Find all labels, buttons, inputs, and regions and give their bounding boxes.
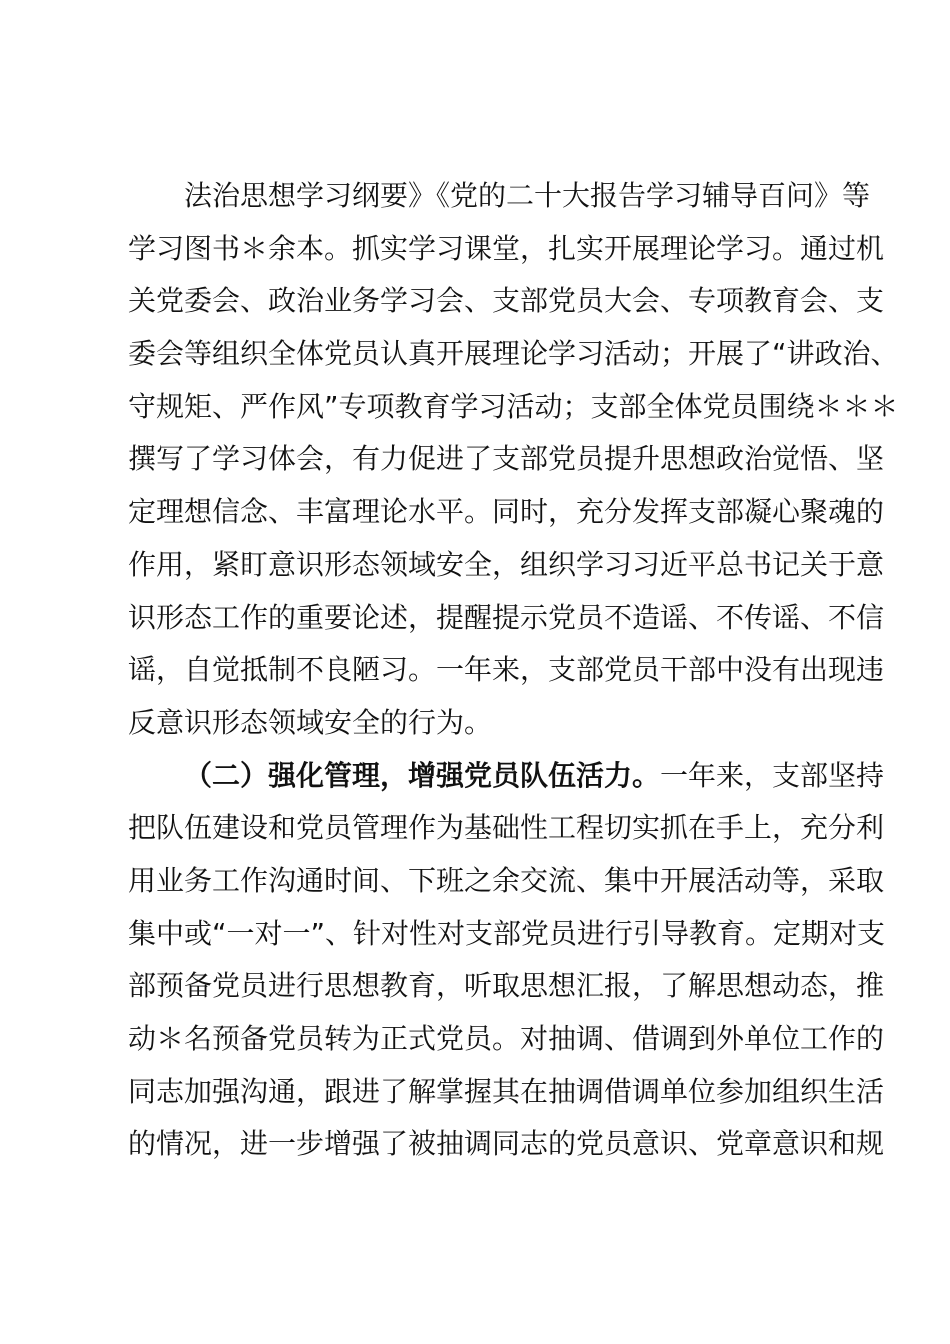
paragraph-2-line-6: 动＊名预备党员转为正式党员。对抽调、借调到外单位工作的 (128, 1022, 885, 1055)
document-body (128, 170, 899, 1171)
paragraph-2-line-8: 的情况，进一步增强了被抽调同志的党员意识、党章意识和规 (128, 1127, 885, 1161)
paragraph-2-line-7: 同志加强沟通，跟进了解掌握其在抽调借调单位参加组织生活 (128, 1074, 885, 1108)
paragraph-1-line-4: 委会等组织全体党员认真开展理论学习活动；开展了“讲政治、 (128, 337, 899, 371)
paragraph-1-line-5: 守规矩、严作风”专项教育学习活动；支部全体党员围绕＊＊＊ (128, 389, 899, 423)
paragraph-1-line-10: 谣，自觉抵制不良陋习。一年来，支部党员干部中没有出现违 (128, 653, 885, 687)
paragraph-2-line-1 (128, 750, 885, 803)
paragraph-2-line-5: 部预备党员进行思想教育，听取思想汇报，了解思想动态，推 (128, 969, 885, 1003)
paragraph-2-line-1-text: 一年来，支部坚持 (660, 758, 885, 792)
section-heading: （二）强化管理，增强党员队伍活力。 (184, 758, 661, 792)
paragraph-1-line-9: 识形态工作的重要论述，提醒提示党员不造谣、不传谣、不信 (128, 600, 885, 634)
paragraph-1-line-7: 定理想信念、丰富理论水平。同时，充分发挥支部凝心聚魂的 (128, 495, 885, 529)
paragraph-1-line-8: 作用，紧盯意识形态领域安全，组织学习习近平总书记关于意 (128, 547, 885, 581)
paragraph-2-line-4: 集中或“一对一”、针对性对支部党员进行引导教育。定期对支 (128, 916, 886, 950)
paragraph-1-line-3: 关党委会、政治业务学习会、支部党员大会、专项教育会、支 (128, 284, 885, 318)
paragraph-1-line-11: 反意识形态领域安全的行为。 (128, 705, 493, 739)
paragraph-1-line-6: 撰写了学习体会，有力促进了支部党员提升思想政治觉悟、坚 (128, 442, 885, 476)
paragraph-1-line-1: 法治思想学习纲要》《党的二十大报告学习辅导百问》等 (184, 179, 871, 212)
paragraph-2-line-3: 用业务工作沟通时间、下班之余交流、集中开展活动等，采取 (128, 863, 885, 897)
paragraph-1-line-2: 学习图书＊余本。抓实学习课堂，扎实开展理论学习。通过机 (128, 231, 885, 265)
paragraph-2-line-2: 把队伍建设和党员管理作为基础性工程切实抓在手上，充分利 (128, 811, 885, 845)
